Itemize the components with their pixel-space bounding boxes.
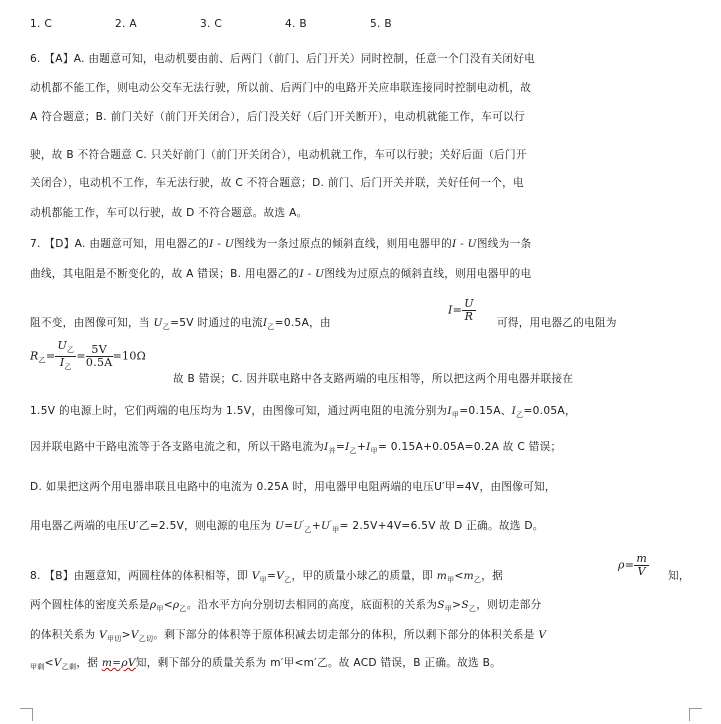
q7-head: 7. 【D】 <box>30 238 75 250</box>
q8-line-4: $_{甲剩}<V_{乙剩}$，据 m=ρV知，剩下部分的质量关系为 m′甲<m′乙。故 ACD 错误，B 正确。故选 B。 <box>30 657 502 671</box>
q7-line-3-end: 可得，用电器乙的电阻为 <box>497 317 617 329</box>
q8-head: 8. 【B】 <box>30 570 74 582</box>
q7-line-7: D. 如果把这两个用电器串联且电路中的电流为 0.25A 时，用电器甲电阻两端的电压U′甲=4V，由图像可知， <box>30 481 556 493</box>
answer-2: 2. A <box>115 18 137 30</box>
q6-line-4: 驶，故 B 不符合题意 C. 只关好前门（前门开关闭合），电动机就工作，车可以行驶；关好后面（后门开 <box>30 149 527 161</box>
q7-line-5: 1.5V 的电源上时，它们两端的电压均为 1.5V，由图像可知，通过两电阻的电流分别为$I_甲=0.15A$、$I_乙=0.05A$， <box>30 405 576 419</box>
q6-line-3: A 符合题意；B. 前门关好（前门开关闭合），后门没关好（后门开关断开），电动机就能工作，车可以行 <box>30 111 525 123</box>
q7-line-1: 7. 【D】A. 由题意可知，用电器乙的I - U图线为一条过原点的倾斜直线，则用电器甲的I - U图线为一条 <box>30 238 532 250</box>
q7-line-3: 阻不变，由图像可知，当 $U_乙=5V$ 时通过的电流$I_乙=0.5A$，由 <box>30 317 331 331</box>
q6-line-5: 关闭合），电动机不工作，车无法行驶，故 C 不符合题意；D. 前门、后门开关并联，关好任何一个，电 <box>30 177 524 189</box>
q6-line-1: 6. 【A】A. 由题意可知，电动机要由前、后两门（前门、后门开关）同时控制，任意一个门没有关闭好电 <box>30 53 536 65</box>
q6-head: 6. 【A】 <box>30 53 74 65</box>
page-corner-mark-left <box>20 708 33 721</box>
q7-line-2: 曲线，其电阻是不断变化的，故 A 错误；B. 用电器乙的I - U图线为过原点的倾斜直线，则用电器甲的电 <box>30 268 532 280</box>
ohm-law-formula: I= $\frac{U}{R}$ <box>448 297 474 323</box>
q8-line-2: 两个圆柱体的密度关系是$\rho_甲<\rho_乙$。沿水平方向分别切去相同的高度，底面积的关系为$S_甲>S_乙$，则切走部分 <box>30 599 542 613</box>
q6-line-2: 动机都不能工作，则电动公交车无法行驶，所以前、后两门中的电路开关应串联连接同时控制电动机，故 <box>30 82 532 94</box>
density-formula: ρ= $\frac{m}{V}$ <box>618 552 648 578</box>
q6-line-6: 动机都能工作，车可以行驶，故 D 不符合题意。故选 A。 <box>30 207 308 219</box>
page-corner-mark-right <box>689 708 702 721</box>
q8-line-1-end: 知， <box>668 570 690 582</box>
q8-line-1: 8. 【B】由题意知，两圆柱体的体积相等，即 $V_甲=V_乙$，甲的质量小球乙的质量，即 $m_甲<m_乙$，据 <box>30 570 504 584</box>
answer-4: 4. B <box>285 18 307 30</box>
q8-line-3: 的体积关系为 $V_{甲切}>V_{乙切}$。剩下部分的体积等于原体积减去切走部分的体积，所以剩下部分的体积关系是 V <box>30 629 547 643</box>
answer-5: 5. B <box>370 18 392 30</box>
q7-line-6: 因并联电路中干路电流等于各支路电流之和，所以干路电流为$I_并=I_乙+I_甲= 0.15A+0.05A=0.2A$ 故 C 错误； <box>30 441 562 455</box>
resistance-formula: $R_乙=$ $\frac{U_乙}{I_乙}$ = $\frac{5V}{0.5A}$ =10Ω <box>30 339 147 371</box>
q7-line-8: 用电器乙两端的电压U′乙=2.5V，则电源的电压为 $U=U'_乙+U'_甲= 2.5V+4V=6.5V$ 故 D 正确。故选 D。 <box>30 519 544 534</box>
answer-3: 3. C <box>200 18 223 30</box>
q7-line-4: 故 B 错误；C. 因并联电路中各支路两端的电压相等，所以把这两个用电器并联接在 <box>173 373 574 385</box>
answer-1: 1. C <box>30 18 53 30</box>
